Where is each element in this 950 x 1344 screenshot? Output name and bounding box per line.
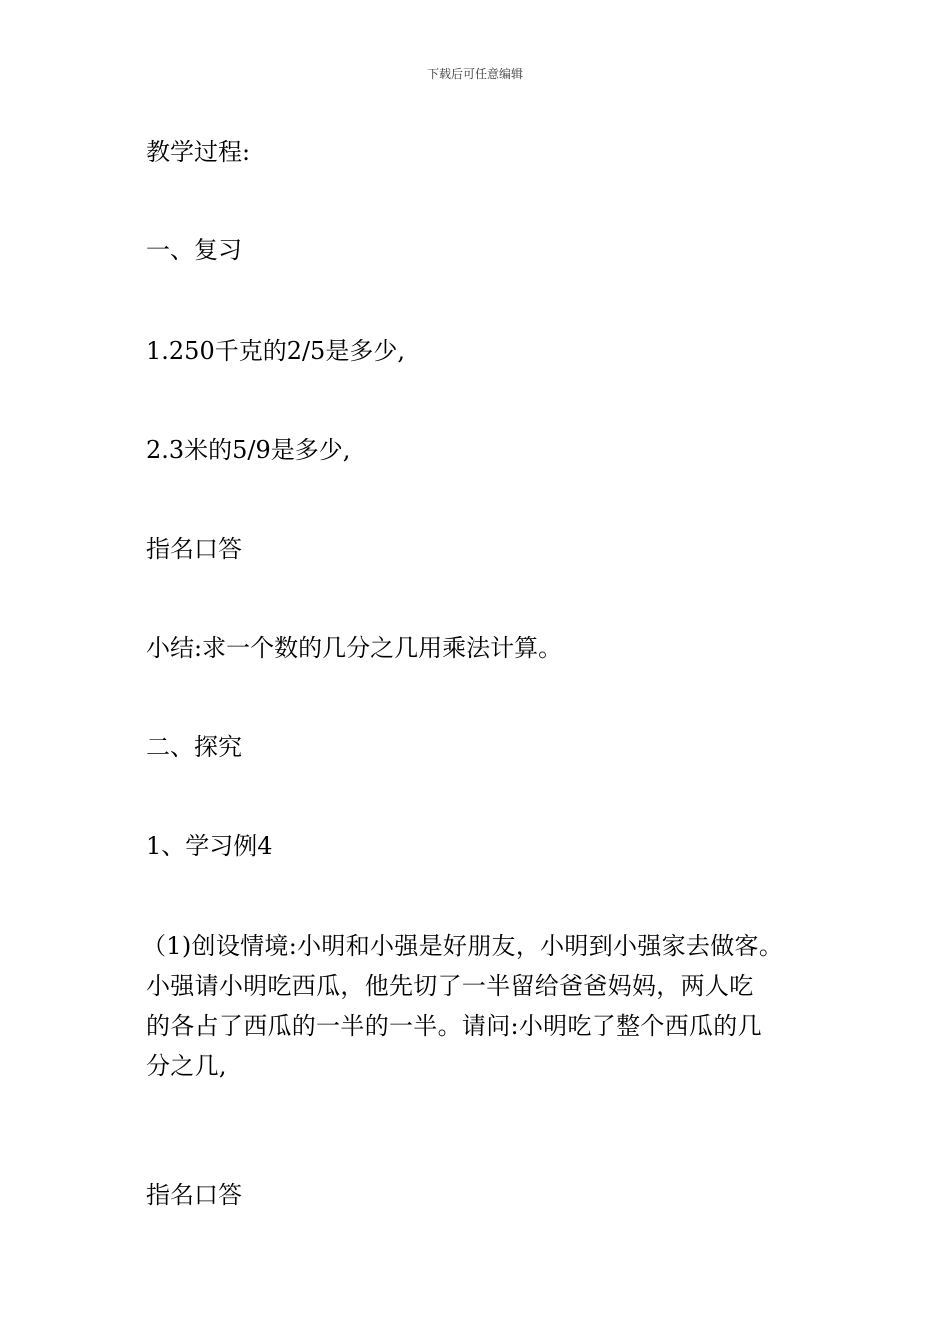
- scenario-line-4: 分之几,: [146, 1052, 227, 1080]
- example-4-heading: 1、学习例4: [146, 832, 273, 860]
- scenario-line-2: 小强请小明吃西瓜，他先切了一半留给爸爸妈妈，两人吃: [146, 972, 754, 1000]
- scenario-line-3: 的各占了西瓜的一半的一半。请问:小明吃了整个西瓜的几: [146, 1012, 762, 1040]
- scenario-paragraph: [142, 926, 826, 1086]
- review-question-2: 2.3米的5/9是多少,: [146, 436, 351, 464]
- summary-line: 小结:求一个数的几分之几用乘法计算。: [146, 634, 563, 662]
- page-header: 下载后可任意编辑: [426, 67, 523, 81]
- section-heading-explore: 二、探究: [146, 733, 242, 761]
- review-question-1: 1.250千克的2/5是多少,: [146, 337, 405, 365]
- scenario-line-1: （1)创设情境:小明和小强是好朋友，小明到小强家去做客。: [142, 932, 784, 960]
- section-title-teaching-process: 教学过程:: [146, 138, 251, 166]
- section-heading-review: 一、复习: [146, 236, 242, 264]
- oral-answer-note: 指名口答: [146, 535, 242, 563]
- oral-answer-note-2: 指名口答: [146, 1181, 242, 1209]
